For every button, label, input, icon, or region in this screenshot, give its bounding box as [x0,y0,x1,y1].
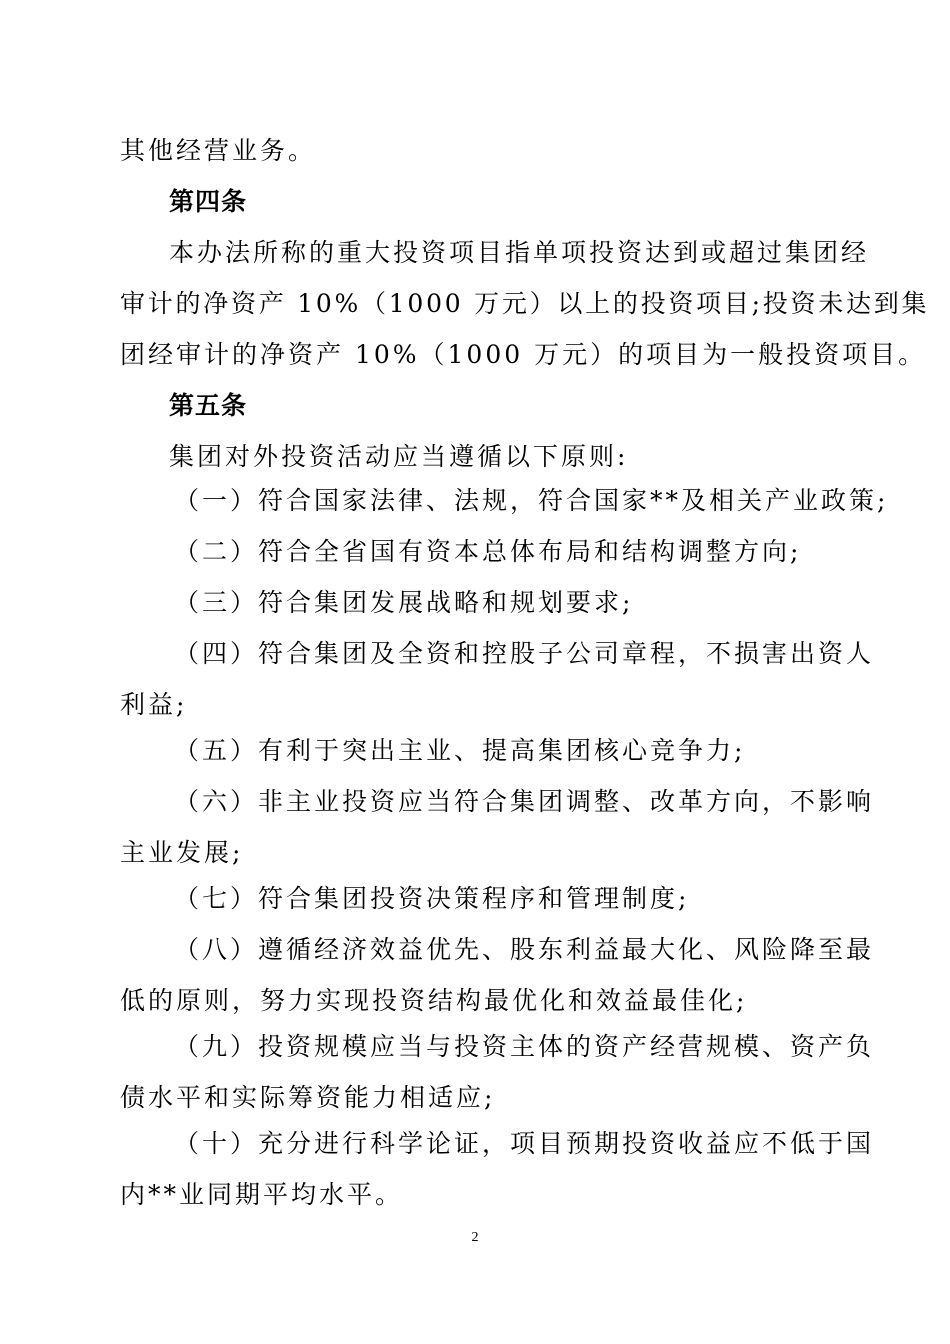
page-number: 2 [471,1230,479,1245]
text-line: 集团对外投资活动应当遵循以下原则: [169,442,629,471]
list-item: （六）非主业投资应当符合集团调整、改革方向，不影响 [174,787,875,816]
list-item: （四）符合集团及全资和控股子公司章程，不损害出资人 [174,639,875,668]
text-line: 债水平和实际筹资能力相适应; [120,1083,496,1112]
article-heading: 第四条 [169,187,248,216]
list-item: （九）投资规模应当与投资主体的资产经营规模、资产负 [174,1032,875,1061]
list-item: （二）符合全省国有资本总体布局和结构调整方向; [174,537,802,566]
text-line: 团经审计的净资产 10%（1000 万元）的项目为一般投资项目。 [120,340,927,369]
list-item: （八）遵循经济效益优先、股东利益最大化、风险降至最 [174,935,875,964]
text-line: 本办法所称的重大投资项目指单项投资达到或超过集团经 [169,238,870,267]
text-line: 利益; [120,690,188,719]
text-line: 内**业同期平均水平。 [120,1180,404,1209]
list-item: （三）符合集团发展战略和规划要求; [174,588,634,617]
text-line: 低的原则，努力实现投资结构最优化和效益最佳化; [120,986,748,1015]
text-line: 其他经营业务。 [120,136,317,165]
list-item: （十）充分进行科学论证，项目预期投资收益应不低于国 [174,1129,875,1158]
list-item: （七）符合集团投资决策程序和管理制度; [174,884,690,913]
list-item: （五）有利于突出主业、提高集团核心竞争力; [174,736,746,765]
list-item: （一）符合国家法律、法规，符合国家**及相关产业政策; [174,486,889,515]
text-line: 审计的净资产 10%（1000 万元）以上的投资项目;投资未达到集 [120,289,930,318]
text-line: 主业发展; [120,838,244,867]
article-heading: 第五条 [169,391,248,420]
